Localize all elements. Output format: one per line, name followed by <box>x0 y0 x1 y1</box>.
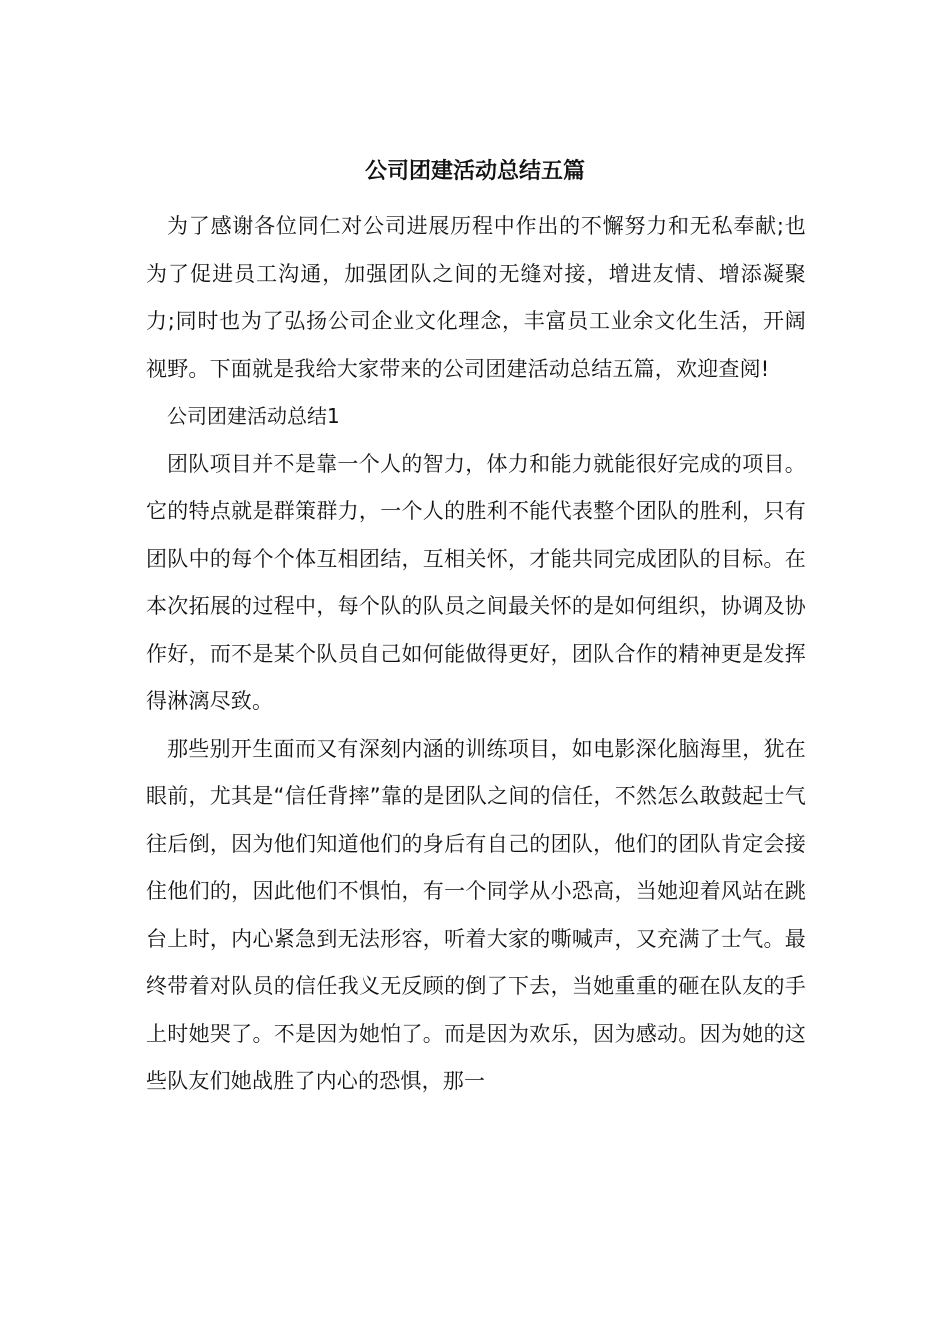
document-title: 公司团建活动总结五篇 <box>364 159 585 184</box>
intro-paragraph: 为了感谢各位同仁对公司进展历程中作出的不懈努力和无私奉献;也为了促进员工沟通，加强团队之间的无缝对接，增进友情、增添凝聚力;同时也为了弘扬公司企业文化理念，丰富员工业余文化生活，开阔视野。下面就是我给大家带来的公司团建活动总结五篇，欢迎查阅! <box>146 214 806 381</box>
body-paragraph: 团队项目并不是靠一个人的智力，体力和能力就能很好完成的项目。它的特点就是群策群力，一个人的胜利不能代表整个团队的胜利，只有团队中的每个个体互相团结，互相关怀，才能共同完成团队的目标。在本次拓展的过程中，每个队的队员之间最关怀的是如何组织，协调及协作好，而不是某个队员自己如何能做得更好，团队合作的精神更是发挥得淋漓尽致。 <box>146 451 806 713</box>
body-paragraph: 那些别开生面而又有深刻内涵的训练项目，如电影深化脑海里，犹在眼前，尤其是“信任背摔”靠的是团队之间的信任，不然怎么敢鼓起士气往后倒，因为他们知道他们的身后有自己的团队，他们的团队肯定会接住他们的，因此他们不惧怕，有一个同学从小恐高，当她迎着风站在跳台上时，内心紧急到无法形容，听着大家的嘶喊声，又充满了士气。最终带着对队员的信任我义无反顾的倒了下去，当她重重的砸在队友的手上时她哭了。不是因为她怕了。而是因为欢乐，因为感动。因为她的这些队友们她战胜了内心的恐惧，那一 <box>146 736 806 1093</box>
document-body <box>146 203 806 1106</box>
section-heading: 公司团建活动总结1 <box>167 404 340 428</box>
